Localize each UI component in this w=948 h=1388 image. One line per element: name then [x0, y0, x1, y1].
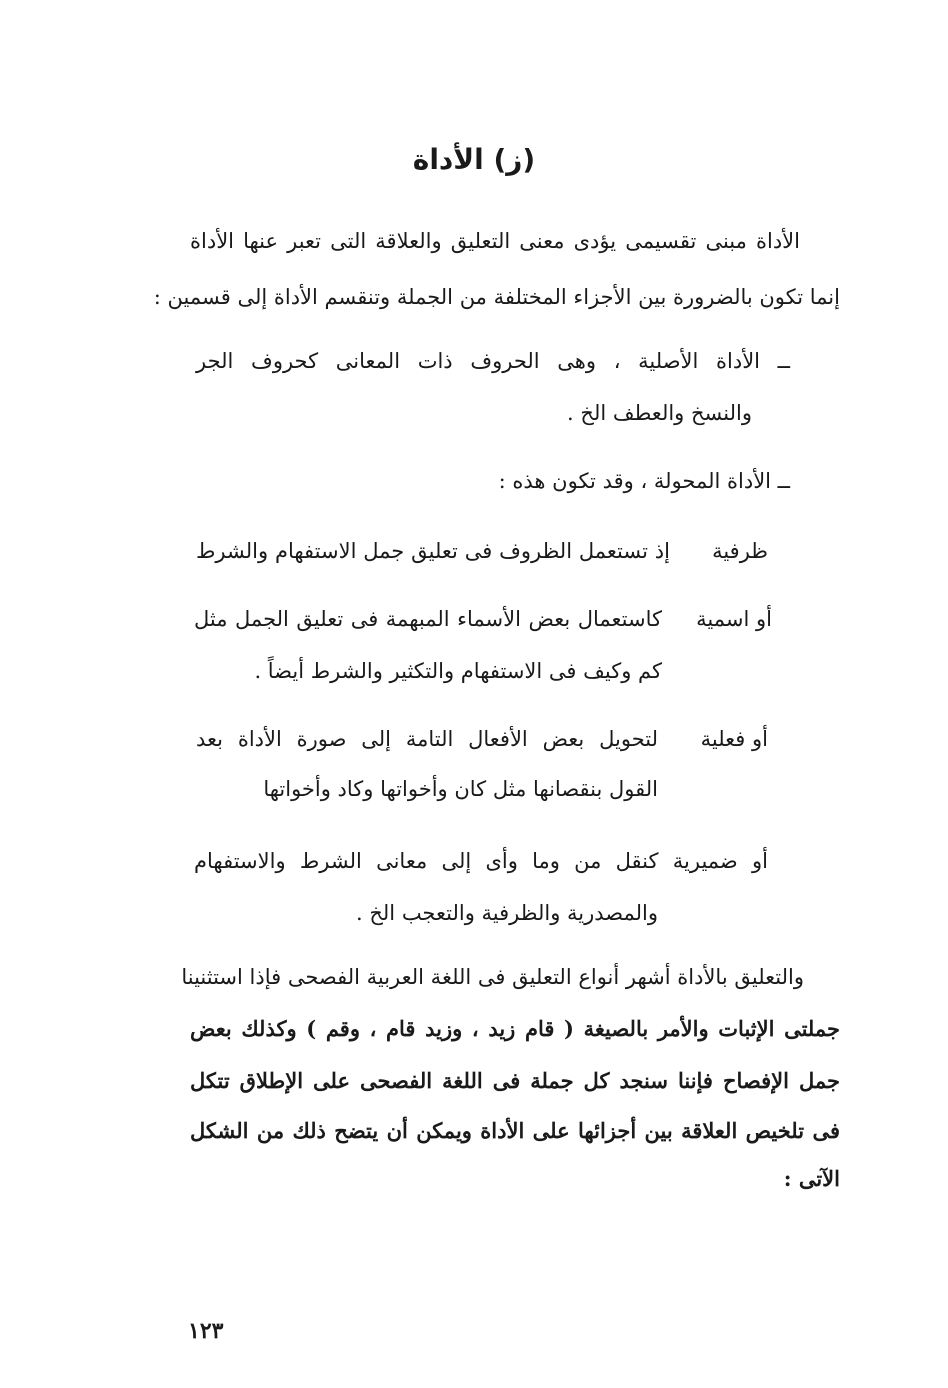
bullet-converted-line: ــ الأداة المحولة ، وقد تكون هذه :	[498, 469, 790, 493]
type-nominal-line-1: كاستعمال بعض الأسماء المبهمة فى تعليق الجمل مثل	[194, 607, 662, 631]
type-pronominal-line-2: والمصدرية والظرفية والتعجب الخ .	[356, 901, 658, 925]
type-label-adverbial: ظرفية	[712, 539, 768, 563]
type-nominal-line-2: كم وكيف فى الاستفهام والتكثير والشرط أيضاً .	[254, 659, 662, 683]
closing-line-3: جمل الإفصاح فإننا سنجد كل جملة فى اللغة الفصحى على الإطلاق تتكل	[190, 1068, 840, 1093]
closing-line-4: فى تلخيص العلاقة بين أجزائها على الأداة ويمكن أن يتضح ذلك من الشكل	[190, 1118, 840, 1143]
type-verbal-line-1: لتحويل بعض الأفعال التامة إلى صورة الأداة بعد	[196, 727, 658, 751]
type-adverbial-line-1: إذ تستعمل الظروف فى تعليق جمل الاستفهام والشرط	[196, 539, 670, 563]
type-label-nominal: أو اسمية	[696, 607, 772, 631]
closing-line-5: الآتى :	[783, 1166, 840, 1191]
type-label-verbal: أو فعلية	[700, 727, 768, 751]
type-pronominal-line-1: أو ضميرية كنقل من وما وأى إلى معانى الشرط والاستفهام	[194, 849, 768, 873]
bullet-original-line-2: والنسخ والعطف الخ .	[567, 401, 752, 425]
type-verbal-line-2: القول بنقصانها مثل كان وأخواتها وكاد وأخواتها	[263, 777, 658, 801]
intro-line-1: الأداة مبنى تقسيمى يؤدى معنى التعليق والعلاقة التى تعبر عنها الأداة	[190, 229, 800, 253]
closing-line-2: جملتى الإثبات والأمر بالصيغة ( قام زيد ، وزيد قام ، وقم ) وكذلك بعض	[190, 1016, 840, 1041]
bullet-original-line-1: ــ الأداة الأصلية ، وهى الحروف ذات المعانى كحروف الجر	[196, 349, 790, 373]
page-number: ١٢٣	[188, 1318, 224, 1344]
closing-line-1: والتعليق بالأداة أشهر أنواع التعليق فى اللغة العربية الفصحى فإذا استثنينا	[181, 965, 804, 989]
intro-line-2: إنما تكون بالضرورة بين الأجزاء المختلفة من الجملة وتنقسم الأداة إلى قسمين :	[153, 285, 840, 309]
section-heading: (ز) الأداة	[412, 143, 536, 176]
